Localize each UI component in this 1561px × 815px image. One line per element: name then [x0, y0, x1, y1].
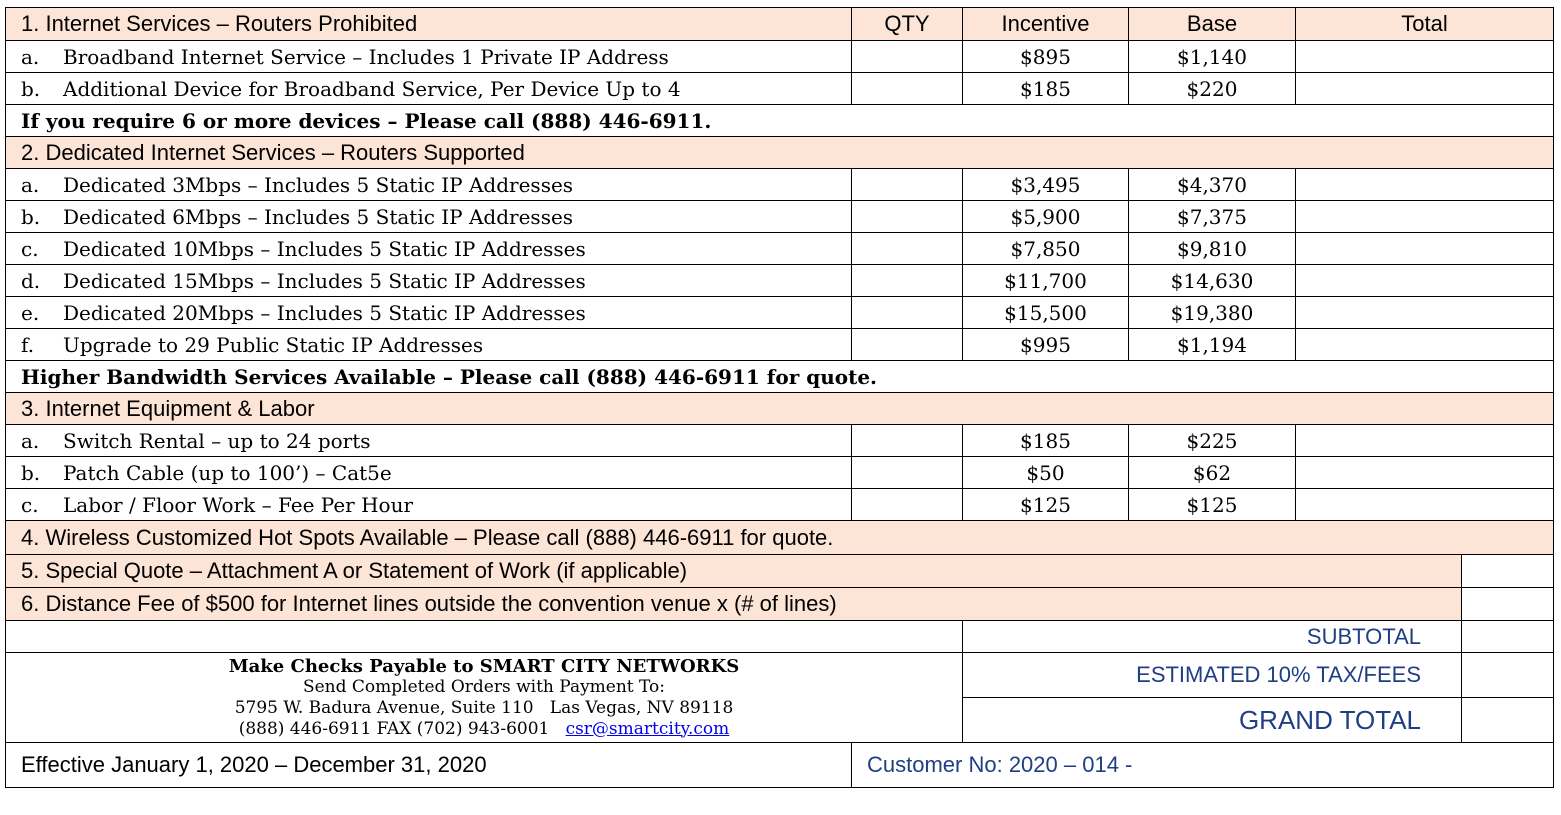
section5-title: 5. Special Quote – Attachment A or Statement of Work (if applicable) [6, 555, 1462, 588]
tax-label: ESTIMATED 10% TAX/FEES [963, 653, 1462, 698]
base-price: $125 [1129, 489, 1296, 521]
customer-number: Customer No: 2020 – 014 - [852, 743, 1554, 788]
email-link[interactable]: csr@smartcity.com [565, 718, 730, 739]
incentive-price: $5,900 [963, 201, 1129, 233]
table-row [6, 265, 1554, 297]
section5-row [6, 555, 1554, 588]
section6-title: 6. Distance Fee of $500 for Internet lines outside the convention venue x (# of lines) [6, 588, 1462, 621]
table-row [6, 201, 1554, 233]
total-cell[interactable] [1296, 201, 1554, 233]
base-price: $1,194 [1129, 329, 1296, 361]
section5-total-cell[interactable] [1462, 555, 1554, 588]
tax-row [6, 653, 1554, 698]
qty-cell[interactable] [852, 489, 963, 521]
qty-cell[interactable] [852, 169, 963, 201]
total-cell[interactable] [1296, 425, 1554, 457]
col-qty-header: QTY [852, 8, 963, 41]
base-price: $220 [1129, 73, 1296, 105]
item-desc: Switch Rental – up to 24 ports [63, 428, 371, 453]
incentive-price: $11,700 [963, 265, 1129, 297]
item-desc: Upgrade to 29 Public Static IP Addresses [63, 332, 484, 357]
incentive-price: $185 [963, 73, 1129, 105]
section1-note: If you require 6 or more devices – Please call (888) 446-6911. [6, 105, 1554, 137]
qty-cell[interactable] [852, 201, 963, 233]
section3-title: 3. Internet Equipment & Labor [6, 393, 1554, 425]
item-letter: b. [21, 204, 41, 229]
base-price: $1,140 [1129, 41, 1296, 73]
subtotal-label: SUBTOTAL [963, 621, 1462, 653]
note-row [6, 361, 1554, 393]
base-price: $9,810 [1129, 233, 1296, 265]
tax-value-cell[interactable] [1462, 653, 1554, 698]
section2-title: 2. Dedicated Internet Services – Routers Supported [6, 137, 1554, 169]
section2-header-row [6, 137, 1554, 169]
section6-row [6, 588, 1554, 621]
total-cell[interactable] [1296, 457, 1554, 489]
incentive-price: $995 [963, 329, 1129, 361]
item-letter: c. [21, 492, 39, 517]
table-row [6, 489, 1554, 521]
total-cell[interactable] [1296, 329, 1554, 361]
phone-fax: (888) 446-6911 FAX (702) 943-6001 [238, 718, 550, 739]
qty-cell[interactable] [852, 297, 963, 329]
order-form [5, 7, 1553, 788]
grand-total-label: GRAND TOTAL [963, 698, 1462, 743]
item-letter: a. [21, 172, 40, 197]
send-line: Send Completed Orders with Payment To: [302, 676, 666, 697]
col-incentive-header: Incentive [963, 8, 1129, 41]
item-desc: Dedicated 6Mbps – Includes 5 Static IP Addresses [63, 204, 574, 229]
effective-dates: Effective January 1, 2020 – December 31, 2020 [6, 743, 852, 788]
item-desc: Dedicated 3Mbps – Includes 5 Static IP Addresses [63, 172, 574, 197]
item-letter: f. [21, 332, 35, 357]
table-row [6, 425, 1554, 457]
qty-cell[interactable] [852, 265, 963, 297]
qty-cell[interactable] [852, 233, 963, 265]
item-letter: a. [21, 428, 40, 453]
table-row [6, 329, 1554, 361]
section6-total-cell[interactable] [1462, 588, 1554, 621]
item-desc: Dedicated 15Mbps – Includes 5 Static IP Addresses [63, 268, 586, 293]
item-letter: c. [21, 236, 39, 261]
mailing-info [6, 653, 963, 743]
section4-row [6, 521, 1554, 555]
base-price: $19,380 [1129, 297, 1296, 329]
pricing-table [5, 7, 1554, 788]
subtotal-row [6, 621, 1554, 653]
col-base-header: Base [1129, 8, 1296, 41]
col-total-header: Total [1296, 8, 1554, 41]
base-price: $4,370 [1129, 169, 1296, 201]
incentive-price: $7,850 [963, 233, 1129, 265]
total-cell[interactable] [1296, 73, 1554, 105]
item-desc: Dedicated 20Mbps – Includes 5 Static IP Addresses [63, 300, 586, 325]
note-row [6, 105, 1554, 137]
total-cell[interactable] [1296, 265, 1554, 297]
subtotal-value-cell[interactable] [1462, 621, 1554, 653]
incentive-price: $125 [963, 489, 1129, 521]
total-cell[interactable] [1296, 489, 1554, 521]
qty-cell[interactable] [852, 41, 963, 73]
item-letter: e. [21, 300, 40, 325]
item-desc: Patch Cable (up to 100’) – Cat5e [63, 460, 392, 485]
base-price: $62 [1129, 457, 1296, 489]
address-line: 5795 W. Badura Avenue, Suite 110 Las Vegas, NV 89118 [234, 697, 734, 718]
table-row [6, 233, 1554, 265]
item-letter: b. [21, 460, 41, 485]
incentive-price: $50 [963, 457, 1129, 489]
qty-cell[interactable] [852, 457, 963, 489]
table-row [6, 73, 1554, 105]
qty-cell[interactable] [852, 425, 963, 457]
section2-note: Higher Bandwidth Services Available – Please call (888) 446-6911 for quote. [6, 361, 1554, 393]
table-row [6, 297, 1554, 329]
section1-title: 1. Internet Services – Routers Prohibited [6, 8, 852, 41]
qty-cell[interactable] [852, 329, 963, 361]
total-cell[interactable] [1296, 169, 1554, 201]
item-letter: b. [21, 76, 41, 101]
base-price: $7,375 [1129, 201, 1296, 233]
table-row [6, 169, 1554, 201]
item-letter: d. [21, 268, 41, 293]
item-letter: a. [21, 44, 40, 69]
item-desc: Broadband Internet Service – Includes 1 Private IP Address [63, 44, 669, 69]
incentive-price: $895 [963, 41, 1129, 73]
footer-row [6, 743, 1554, 788]
section1-header-row [6, 8, 1554, 41]
base-price: $225 [1129, 425, 1296, 457]
payable-line: Make Checks Payable to SMART CITY NETWORKS [228, 655, 740, 677]
incentive-price: $15,500 [963, 297, 1129, 329]
total-cell[interactable] [1296, 297, 1554, 329]
item-desc: Dedicated 10Mbps – Includes 5 Static IP Addresses [63, 236, 586, 261]
total-cell[interactable] [1296, 233, 1554, 265]
table-row [6, 457, 1554, 489]
section3-header-row [6, 393, 1554, 425]
total-cell[interactable] [1296, 41, 1554, 73]
item-desc: Labor / Floor Work – Fee Per Hour [63, 492, 414, 517]
qty-cell[interactable] [852, 73, 963, 105]
base-price: $14,630 [1129, 265, 1296, 297]
item-desc: Additional Device for Broadband Service, Per Device Up to 4 [63, 76, 681, 101]
incentive-price: $3,495 [963, 169, 1129, 201]
incentive-price: $185 [963, 425, 1129, 457]
section4-title: 4. Wireless Customized Hot Spots Available – Please call (888) 446-6911 for quote. [6, 521, 1554, 555]
table-row [6, 41, 1554, 73]
grand-total-value-cell[interactable] [1462, 698, 1554, 743]
